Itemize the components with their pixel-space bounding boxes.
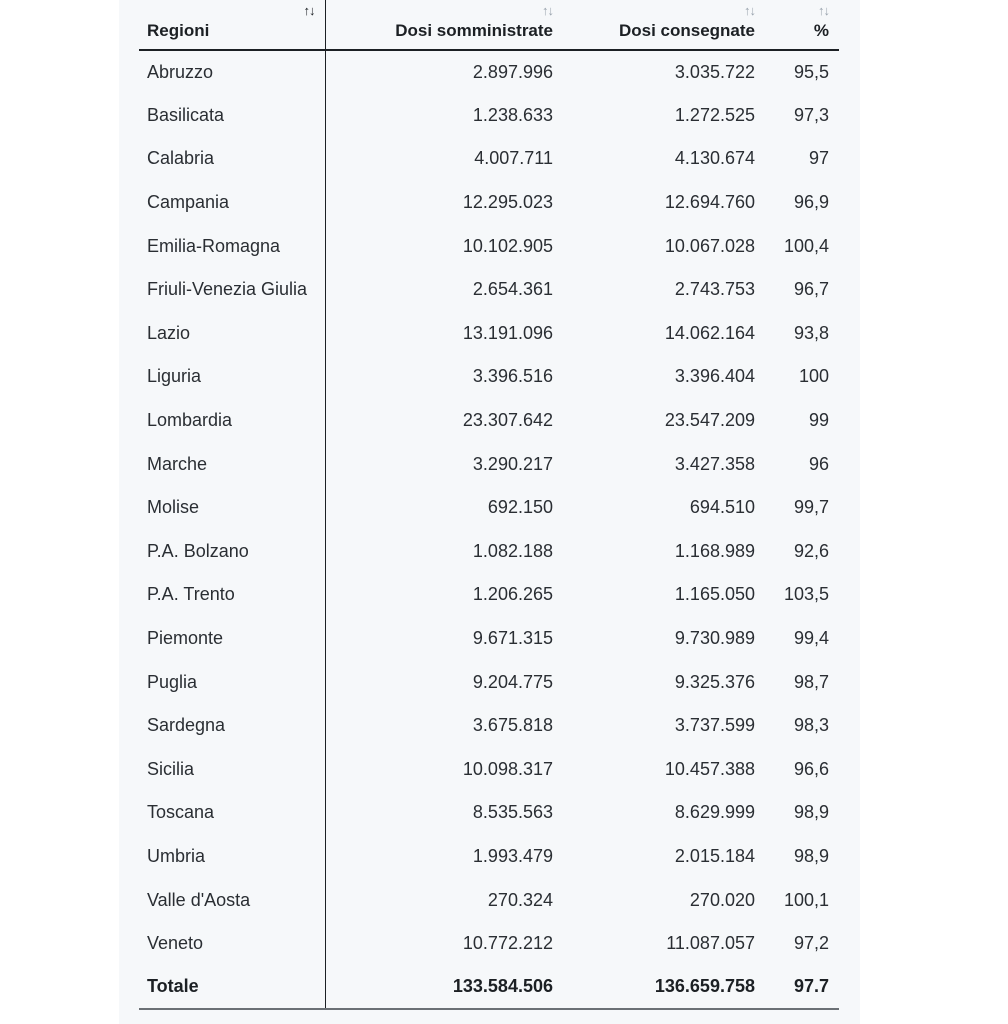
cell-percent: 99	[808, 410, 829, 431]
table-row	[139, 748, 839, 792]
table-row	[139, 355, 839, 399]
column-header-label: %	[813, 21, 829, 40]
sort-arrows-icon[interactable]: ↑↓	[818, 3, 829, 18]
cell-percent: 96,9	[793, 192, 829, 213]
table-row	[139, 835, 839, 879]
total-administered: 133.584.506	[325, 965, 563, 1009]
table-row	[139, 50, 839, 94]
cell-administered: 3.290.217	[472, 453, 553, 474]
cell-delivered: 4.130.674	[674, 148, 755, 169]
cell-administered: 23.307.642	[462, 410, 553, 431]
cell-region: Piemonte	[139, 617, 325, 661]
vaccine-doses-table	[139, 0, 839, 1010]
cell-delivered: 270.020	[689, 889, 755, 910]
cell-region: Friuli-Venezia Giulia	[139, 268, 325, 312]
cell-percent: 99,7	[793, 497, 829, 518]
table-header-row	[139, 0, 839, 50]
table-row	[139, 94, 839, 138]
cell-percent: 99,4	[793, 628, 829, 649]
cell-delivered: 3.035.722	[674, 61, 755, 82]
cell-region: Veneto	[139, 922, 325, 966]
cell-delivered: 1.165.050	[674, 584, 755, 605]
table-row	[139, 704, 839, 748]
cell-percent: 96	[808, 453, 829, 474]
cell-region: Campania	[139, 181, 325, 225]
cell-region: P.A. Trento	[139, 573, 325, 617]
cell-region: Sicilia	[139, 748, 325, 792]
cell-administered: 692.150	[487, 497, 553, 518]
cell-percent: 98,7	[793, 671, 829, 692]
cell-percent: 97,3	[793, 104, 829, 125]
cell-delivered: 3.427.358	[674, 453, 755, 474]
cell-delivered: 2.015.184	[674, 845, 755, 866]
cell-region: Abruzzo	[139, 50, 325, 94]
table-row	[139, 530, 839, 574]
total-region: Totale	[139, 965, 325, 1009]
cell-percent: 98,9	[793, 802, 829, 823]
cell-region: Sardegna	[139, 704, 325, 748]
cell-administered: 1.238.633	[472, 104, 553, 125]
cell-percent: 97,2	[793, 933, 829, 954]
cell-region: Molise	[139, 486, 325, 530]
sort-arrows-icon[interactable]: ↑↓	[744, 3, 755, 18]
cell-administered: 10.102.905	[462, 235, 553, 256]
cell-delivered: 9.325.376	[674, 671, 755, 692]
column-header-regioni[interactable]	[139, 0, 325, 50]
column-header-label: Regioni	[147, 21, 210, 40]
cell-administered: 3.396.516	[472, 366, 553, 387]
cell-administered: 3.675.818	[472, 715, 553, 736]
sort-arrows-icon[interactable]: ↑↓	[542, 3, 553, 18]
cell-administered: 8.535.563	[472, 802, 553, 823]
table-row	[139, 442, 839, 486]
cell-percent: 95,5	[793, 61, 829, 82]
table-row	[139, 137, 839, 181]
cell-percent: 96,7	[793, 279, 829, 300]
cell-percent: 98,9	[793, 845, 829, 866]
table-total-row	[139, 965, 839, 1009]
cell-region: Basilicata	[139, 94, 325, 138]
cell-delivered: 1.272.525	[674, 104, 755, 125]
cell-delivered: 8.629.999	[674, 802, 755, 823]
cell-administered: 10.772.212	[462, 933, 553, 954]
total-delivered: 136.659.758	[563, 965, 765, 1009]
table-body	[139, 50, 839, 1009]
table-row	[139, 660, 839, 704]
cell-administered: 2.897.996	[472, 61, 553, 82]
cell-administered: 13.191.096	[462, 322, 553, 343]
cell-region: Lazio	[139, 312, 325, 356]
cell-administered: 1.082.188	[472, 540, 553, 561]
cell-percent: 100	[798, 366, 829, 387]
cell-percent: 100,4	[783, 235, 829, 256]
cell-administered: 1.993.479	[472, 845, 553, 866]
cell-delivered: 10.067.028	[664, 235, 755, 256]
table-row	[139, 181, 839, 225]
table-row	[139, 268, 839, 312]
cell-delivered: 2.743.753	[674, 279, 755, 300]
cell-percent: 92,6	[793, 540, 829, 561]
cell-administered: 9.671.315	[472, 628, 553, 649]
cell-region: Toscana	[139, 791, 325, 835]
cell-region: Umbria	[139, 835, 325, 879]
cell-percent: 93,8	[793, 322, 829, 343]
cell-administered: 2.654.361	[472, 279, 553, 300]
cell-delivered: 3.737.599	[674, 715, 755, 736]
column-header-dosi-consegnate[interactable]	[563, 0, 765, 50]
cell-administered: 9.204.775	[472, 671, 553, 692]
cell-region: Puglia	[139, 660, 325, 704]
cell-percent: 97	[808, 148, 829, 169]
cell-delivered: 11.087.057	[666, 933, 755, 954]
cell-region: P.A. Bolzano	[139, 530, 325, 574]
cell-delivered: 9.730.989	[674, 628, 755, 649]
cell-delivered: 12.694.760	[664, 192, 755, 213]
cell-percent: 100,1	[783, 889, 829, 910]
cell-administered: 270.324	[487, 889, 553, 910]
cell-delivered: 14.062.164	[664, 322, 755, 343]
table-row	[139, 486, 839, 530]
cell-delivered: 694.510	[689, 497, 755, 518]
sort-arrows-icon[interactable]: ↑↓	[303, 3, 315, 18]
cell-region: Emilia-Romagna	[139, 224, 325, 268]
cell-administered: 12.295.023	[462, 192, 553, 213]
cell-administered: 10.098.317	[462, 758, 553, 779]
cell-region: Liguria	[139, 355, 325, 399]
cell-percent: 98,3	[793, 715, 829, 736]
column-header-dosi-somministrate[interactable]	[325, 0, 563, 50]
table-row	[139, 922, 839, 966]
table-row	[139, 224, 839, 268]
table-row	[139, 617, 839, 661]
cell-delivered: 3.396.404	[674, 366, 755, 387]
table-row	[139, 878, 839, 922]
column-header-label: Dosi somministrate	[395, 21, 553, 40]
cell-administered: 1.206.265	[472, 584, 553, 605]
cell-region: Marche	[139, 442, 325, 486]
cell-region: Lombardia	[139, 399, 325, 443]
total-percent: 97.7	[765, 965, 839, 1009]
cell-percent: 103,5	[783, 584, 829, 605]
cell-percent: 96,6	[793, 758, 829, 779]
cell-delivered: 23.547.209	[664, 410, 755, 431]
column-header-percent[interactable]	[765, 0, 839, 50]
table-row	[139, 312, 839, 356]
cell-region: Valle d'Aosta	[139, 878, 325, 922]
cell-administered: 4.007.711	[474, 148, 553, 169]
cell-region: Calabria	[139, 137, 325, 181]
cell-delivered: 10.457.388	[664, 758, 755, 779]
table-row	[139, 399, 839, 443]
table-row	[139, 791, 839, 835]
column-header-label: Dosi consegnate	[618, 21, 755, 40]
table-row	[139, 573, 839, 617]
cell-delivered: 1.168.989	[674, 540, 755, 561]
